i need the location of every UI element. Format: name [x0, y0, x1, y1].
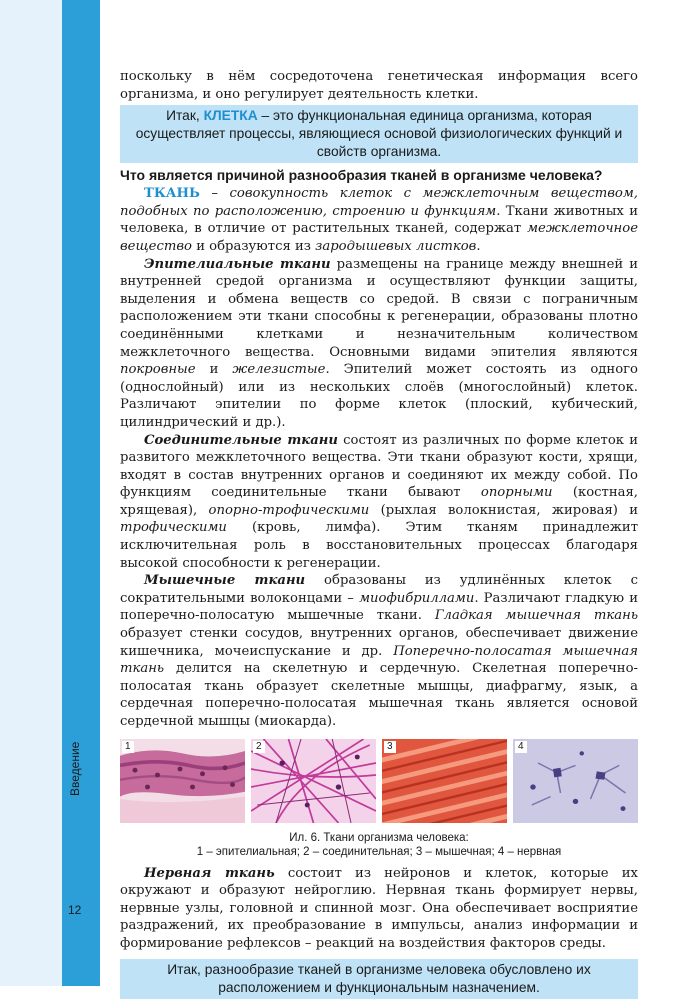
text-span: состоят из различных по форме клеток и развитого межклеточного вещества. Эти ткани образуют кости, хрящи, входят в состав внутренних органов и соединяют их между собой. По функциям соединительные ткани бывают: [120, 432, 638, 501]
caption-legend: 1 – эпителиальная; 2 – соединительная; 3 – мышечная; 4 – нервная: [196, 845, 562, 858]
summary-lead: Итак,: [166, 108, 204, 124]
page-number: 12: [68, 903, 82, 917]
text-span: состоит из нейронов и клеток, которые их окружают и образуют нейроглию. Нервная ткань формирует нервы, нервные узлы, головной и спинной мозг. Она обеспечивает восприятие раздражений, их преобразование в импульсы, анализ информации и формирование рефлексов – реакций на воздействия факторов среды.: [120, 865, 638, 951]
text-span: Ткани животных и человека, в отличие от растительных тканей, содержат: [120, 203, 638, 237]
text-span: образует стенки сосудов, внутренних органов, обеспечивает движение кишечника, мочеиспускание и др.: [120, 626, 638, 659]
nervous-micrograph: [513, 739, 638, 823]
summary-box-tissues: Итак, разнообразие тканей в организме человека обусловлено их расположением и функциональным назначением.: [120, 959, 638, 999]
figure-connective-tissue: [251, 739, 376, 823]
term-muscle: Мышечные ткани: [144, 573, 306, 589]
figure-label-2: 2: [253, 741, 265, 753]
chapter-color-bar: [62, 0, 100, 986]
term-connective: Соединительные ткани: [144, 432, 338, 448]
text-span: .: [476, 238, 481, 254]
figure-epithelial-tissue: [120, 739, 245, 823]
page-content: [120, 68, 638, 1002]
paragraph-connective: [120, 432, 638, 573]
figure-caption: [120, 831, 638, 859]
paragraph-tissue-definition: [120, 185, 638, 255]
term-nervous: Нервная ткань: [144, 865, 275, 881]
epithelial-micrograph: [120, 739, 245, 823]
italic-term: зародышевых листков: [315, 238, 477, 254]
paragraph-intro: поскольку в нём сосредоточена генетическая информация всего организма, и оно регулирует деятельность клетки.: [120, 69, 638, 102]
italic-term: покровные: [120, 362, 196, 378]
text-span: размещены на границе между внешней и внутренней средой организма и осуществляют функции защиты, выделения и обмена веществ со средой. В связи с пограничным расположением эти ткани способны к регенерации, образованы плотно соединёнными клетками и незначительным количеством межклеточного вещества. Основными видами эпителия являются: [120, 256, 638, 360]
paragraph-muscle: [120, 572, 638, 730]
section-label: Введение: [68, 741, 82, 796]
muscle-micrograph: [382, 739, 507, 823]
connective-micrograph: [251, 739, 376, 823]
text-span: и: [195, 362, 233, 378]
text-span: . Различают гладкую и поперечно-полосатую мышечные ткани.: [120, 590, 638, 624]
text-span: делится на скелетную и сердечную. Скелетная поперечно-полосатая ткань образует скелетные мышцы, диафрагму, язык, а сердечная поперечно-полосатая мышечная ткань является основой сердечной мышцы (миокарда).: [120, 661, 638, 729]
italic-term: железистые: [232, 362, 326, 378]
tissue-figure-row: [120, 739, 638, 823]
summary-box-cell: [120, 105, 638, 163]
figure-label-1: 1: [122, 741, 134, 753]
tissue-definition: – совокупность клеток с межклеточным веществом, подобных по расположению, строению и функциям.: [120, 186, 638, 219]
italic-term: Поперечно-полосатая мышечная ткань: [120, 643, 638, 677]
page-margin-strip: [0, 0, 62, 986]
text-span: образованы из удлинённых клеток с сократительными волоконцами –: [120, 573, 638, 606]
text-span: (кровь, лимфа). Этим тканям принадлежит исключительная роль в восстановительных процессах благодаря высокой способности к регенерации.: [120, 520, 638, 571]
text-span: (костная, хрящевая),: [120, 485, 638, 518]
figure-label-4: 4: [515, 741, 527, 753]
italic-term: Гладкая мышечная ткань: [434, 608, 638, 624]
italic-term: опорно-трофическими: [208, 502, 370, 518]
paragraph-epithelial: [120, 256, 638, 432]
summary-rest: – это функциональная единица организма, которая осуществляет процессы, являющиеся основой физиологических функций и свойств организма.: [135, 108, 623, 160]
figure-muscle-tissue: [382, 739, 507, 823]
figure-nervous-tissue: [513, 739, 638, 823]
keyword-tissue: ТКАНЬ: [144, 186, 200, 202]
keyword-cell: КЛЕТКА: [203, 108, 258, 124]
italic-term: опорными: [480, 485, 553, 501]
text-span: (рыхлая волокнистая, жировая) и: [369, 502, 638, 518]
italic-term: миофибриллами: [359, 590, 475, 606]
paragraph-nervous: [120, 865, 638, 953]
italic-term: межклеточное вещество: [120, 221, 638, 254]
text-span: и образуются из: [192, 238, 316, 254]
figure-label-3: 3: [384, 741, 396, 753]
italic-term: трофическими: [120, 520, 227, 536]
caption-title: Ил. 6. Ткани организма человека:: [289, 831, 469, 844]
text-span: . Эпителий может состоять из одного (однослойный) или из нескольких слоёв (многослойный) клеток. Различают эпителии по форме клеток (плоский, кубический, цилиндрический и др.).: [120, 362, 638, 430]
section-question: Что является причиной разнообразия тканей в организме человека?: [120, 167, 603, 184]
term-epithelial: Эпителиальные ткани: [144, 256, 331, 272]
